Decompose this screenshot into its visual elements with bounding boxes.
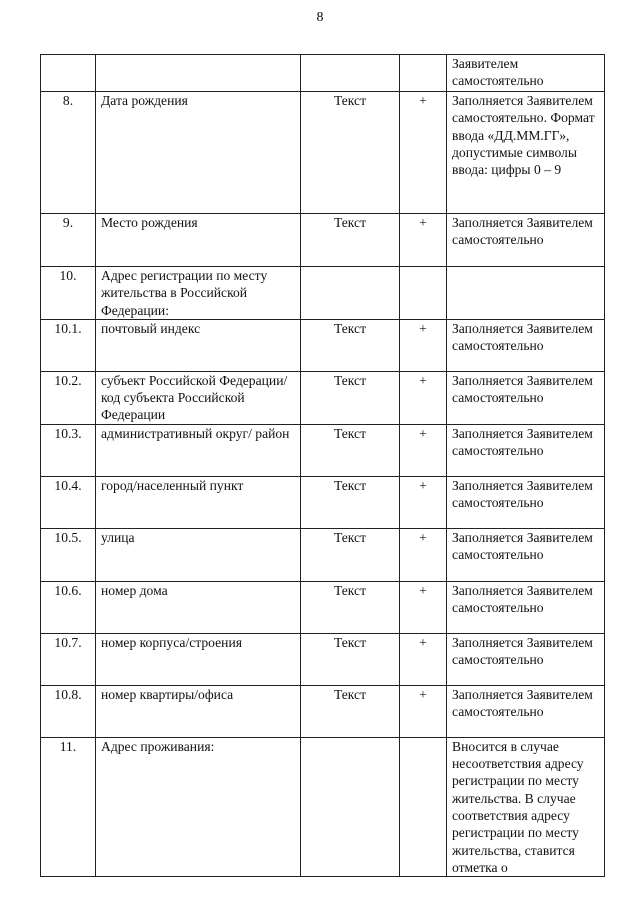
table-row <box>41 424 605 476</box>
required-mark <box>400 267 447 320</box>
field-type: Текст <box>301 92 400 214</box>
fill-instructions: Заполняется Заявителем самостоятельно <box>447 528 605 581</box>
required-mark: + <box>400 92 447 214</box>
form-fields-table <box>40 54 605 877</box>
fill-instructions: Заполняется Заявителем самостоятельно <box>447 319 605 371</box>
row-number: 10.6. <box>41 581 96 633</box>
field-type <box>301 737 400 876</box>
required-mark: + <box>400 424 447 476</box>
fill-instructions: Заполняется Заявителем самостоятельно <box>447 424 605 476</box>
row-number: 10.1. <box>41 319 96 371</box>
required-mark: + <box>400 476 447 528</box>
fill-instructions: Заполняется Заявителем самостоятельно. Формат ввода «ДД.ММ.ГГ», допустимые символы ввода: цифры 0 – 9 <box>447 92 605 214</box>
row-number: 10.3. <box>41 424 96 476</box>
row-number: 8. <box>41 92 96 214</box>
field-name: Место рождения <box>96 214 301 267</box>
required-mark <box>400 737 447 876</box>
field-name: почтовый индекс <box>96 319 301 371</box>
table-row <box>41 267 605 320</box>
field-name: Адрес проживания: <box>96 737 301 876</box>
field-type: Текст <box>301 424 400 476</box>
field-type: Текст <box>301 371 400 424</box>
required-mark: + <box>400 214 447 267</box>
table-row <box>41 737 605 876</box>
field-name: улица <box>96 528 301 581</box>
row-number: 10. <box>41 267 96 320</box>
field-type: Текст <box>301 528 400 581</box>
table-row <box>41 319 605 371</box>
row-number: 10.7. <box>41 633 96 685</box>
required-mark: + <box>400 633 447 685</box>
table-row <box>41 214 605 267</box>
table-row <box>41 371 605 424</box>
fill-instructions: Заполняется Заявителем самостоятельно <box>447 685 605 737</box>
table-row <box>41 92 605 214</box>
row-number <box>41 55 96 92</box>
row-number: 10.2. <box>41 371 96 424</box>
required-mark: + <box>400 685 447 737</box>
field-name: город/населенный пункт <box>96 476 301 528</box>
fill-instructions: Заполняется Заявителем самостоятельно <box>447 633 605 685</box>
row-number: 10.4. <box>41 476 96 528</box>
table-row <box>41 528 605 581</box>
field-name: административный округ/ район <box>96 424 301 476</box>
required-mark: + <box>400 319 447 371</box>
required-mark: + <box>400 528 447 581</box>
required-mark: + <box>400 581 447 633</box>
fill-instructions: Заявителем самостоятельно <box>447 55 605 92</box>
fill-instructions: Заполняется Заявителем самостоятельно <box>447 371 605 424</box>
field-type: Текст <box>301 581 400 633</box>
field-name: Адрес регистрации по месту жительства в Российской Федерации: <box>96 267 301 320</box>
row-number: 10.5. <box>41 528 96 581</box>
row-number: 10.8. <box>41 685 96 737</box>
field-type: Текст <box>301 319 400 371</box>
fill-instructions <box>447 267 605 320</box>
fill-instructions: Вносится в случае несоответствия адресу регистрации по месту жительства. В случае соответствия адресу регистрации по месту жительства, ставится отметка о <box>447 737 605 876</box>
fill-instructions: Заполняется Заявителем самостоятельно <box>447 476 605 528</box>
table-row <box>41 55 605 92</box>
table-row <box>41 581 605 633</box>
required-mark <box>400 55 447 92</box>
row-number: 9. <box>41 214 96 267</box>
field-type: Текст <box>301 214 400 267</box>
required-mark: + <box>400 371 447 424</box>
field-name: субъект Российской Федерации/код субъекта Российской Федерации <box>96 371 301 424</box>
fill-instructions: Заполняется Заявителем самостоятельно <box>447 581 605 633</box>
field-type <box>301 267 400 320</box>
fill-instructions: Заполняется Заявителем самостоятельно <box>447 214 605 267</box>
table-body <box>41 55 605 877</box>
field-type <box>301 55 400 92</box>
row-number: 11. <box>41 737 96 876</box>
page-number: 8 <box>316 10 324 25</box>
table-row <box>41 633 605 685</box>
table-row <box>41 685 605 737</box>
field-name: номер дома <box>96 581 301 633</box>
field-name <box>96 55 301 92</box>
field-type: Текст <box>301 633 400 685</box>
field-type: Текст <box>301 685 400 737</box>
field-name: номер квартиры/офиса <box>96 685 301 737</box>
table-row <box>41 476 605 528</box>
field-name: Дата рождения <box>96 92 301 214</box>
field-type: Текст <box>301 476 400 528</box>
field-name: номер корпуса/строения <box>96 633 301 685</box>
